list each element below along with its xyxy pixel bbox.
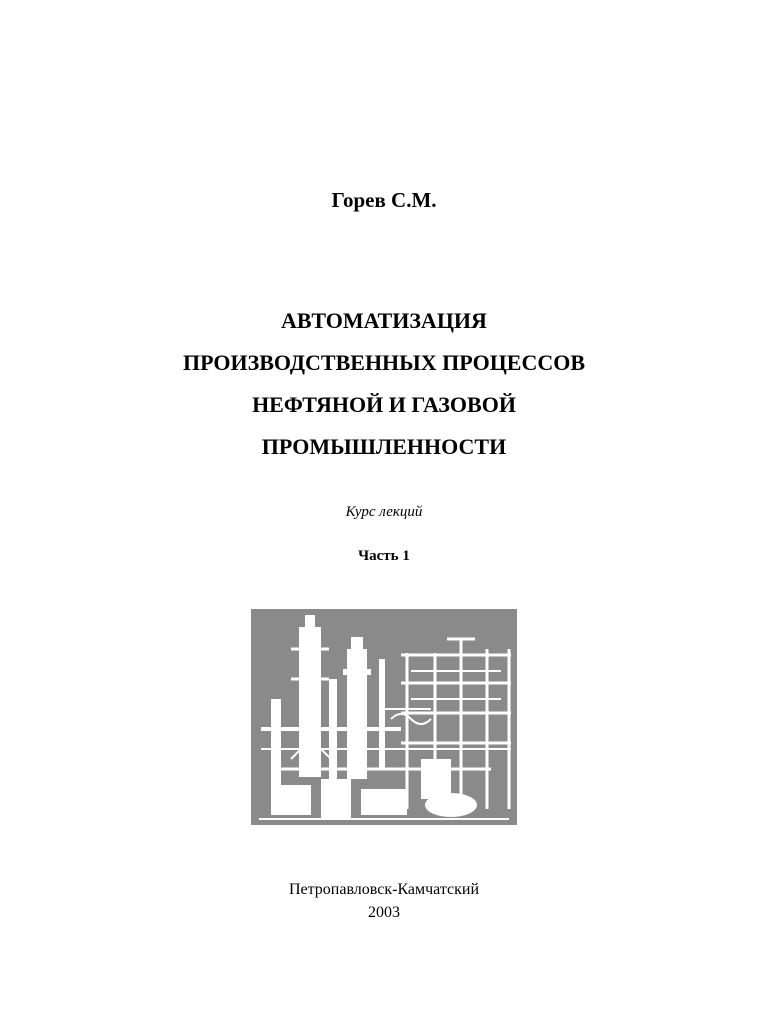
author-name: Горев С.М.	[331, 188, 437, 212]
title-line: ПРОМЫШЛЕННОСТИ	[261, 434, 507, 459]
title-line: НЕФТЯНОЙ И ГАЗОВОЙ	[252, 392, 516, 417]
oil-refinery-icon	[251, 609, 517, 825]
title-line: ПРОИЗВОДСТВЕННЫХ ПРОЦЕССОВ	[182, 350, 586, 375]
book-title	[0, 300, 768, 468]
publication-year: 2003	[368, 904, 400, 921]
book-subtitle: Курс лекций	[345, 504, 423, 520]
title-line: АВТОМАТИЗАЦИЯ	[281, 308, 487, 333]
part-number: Часть 1	[358, 548, 410, 564]
publication-city: Петропавловск-Камчатский	[288, 881, 480, 898]
